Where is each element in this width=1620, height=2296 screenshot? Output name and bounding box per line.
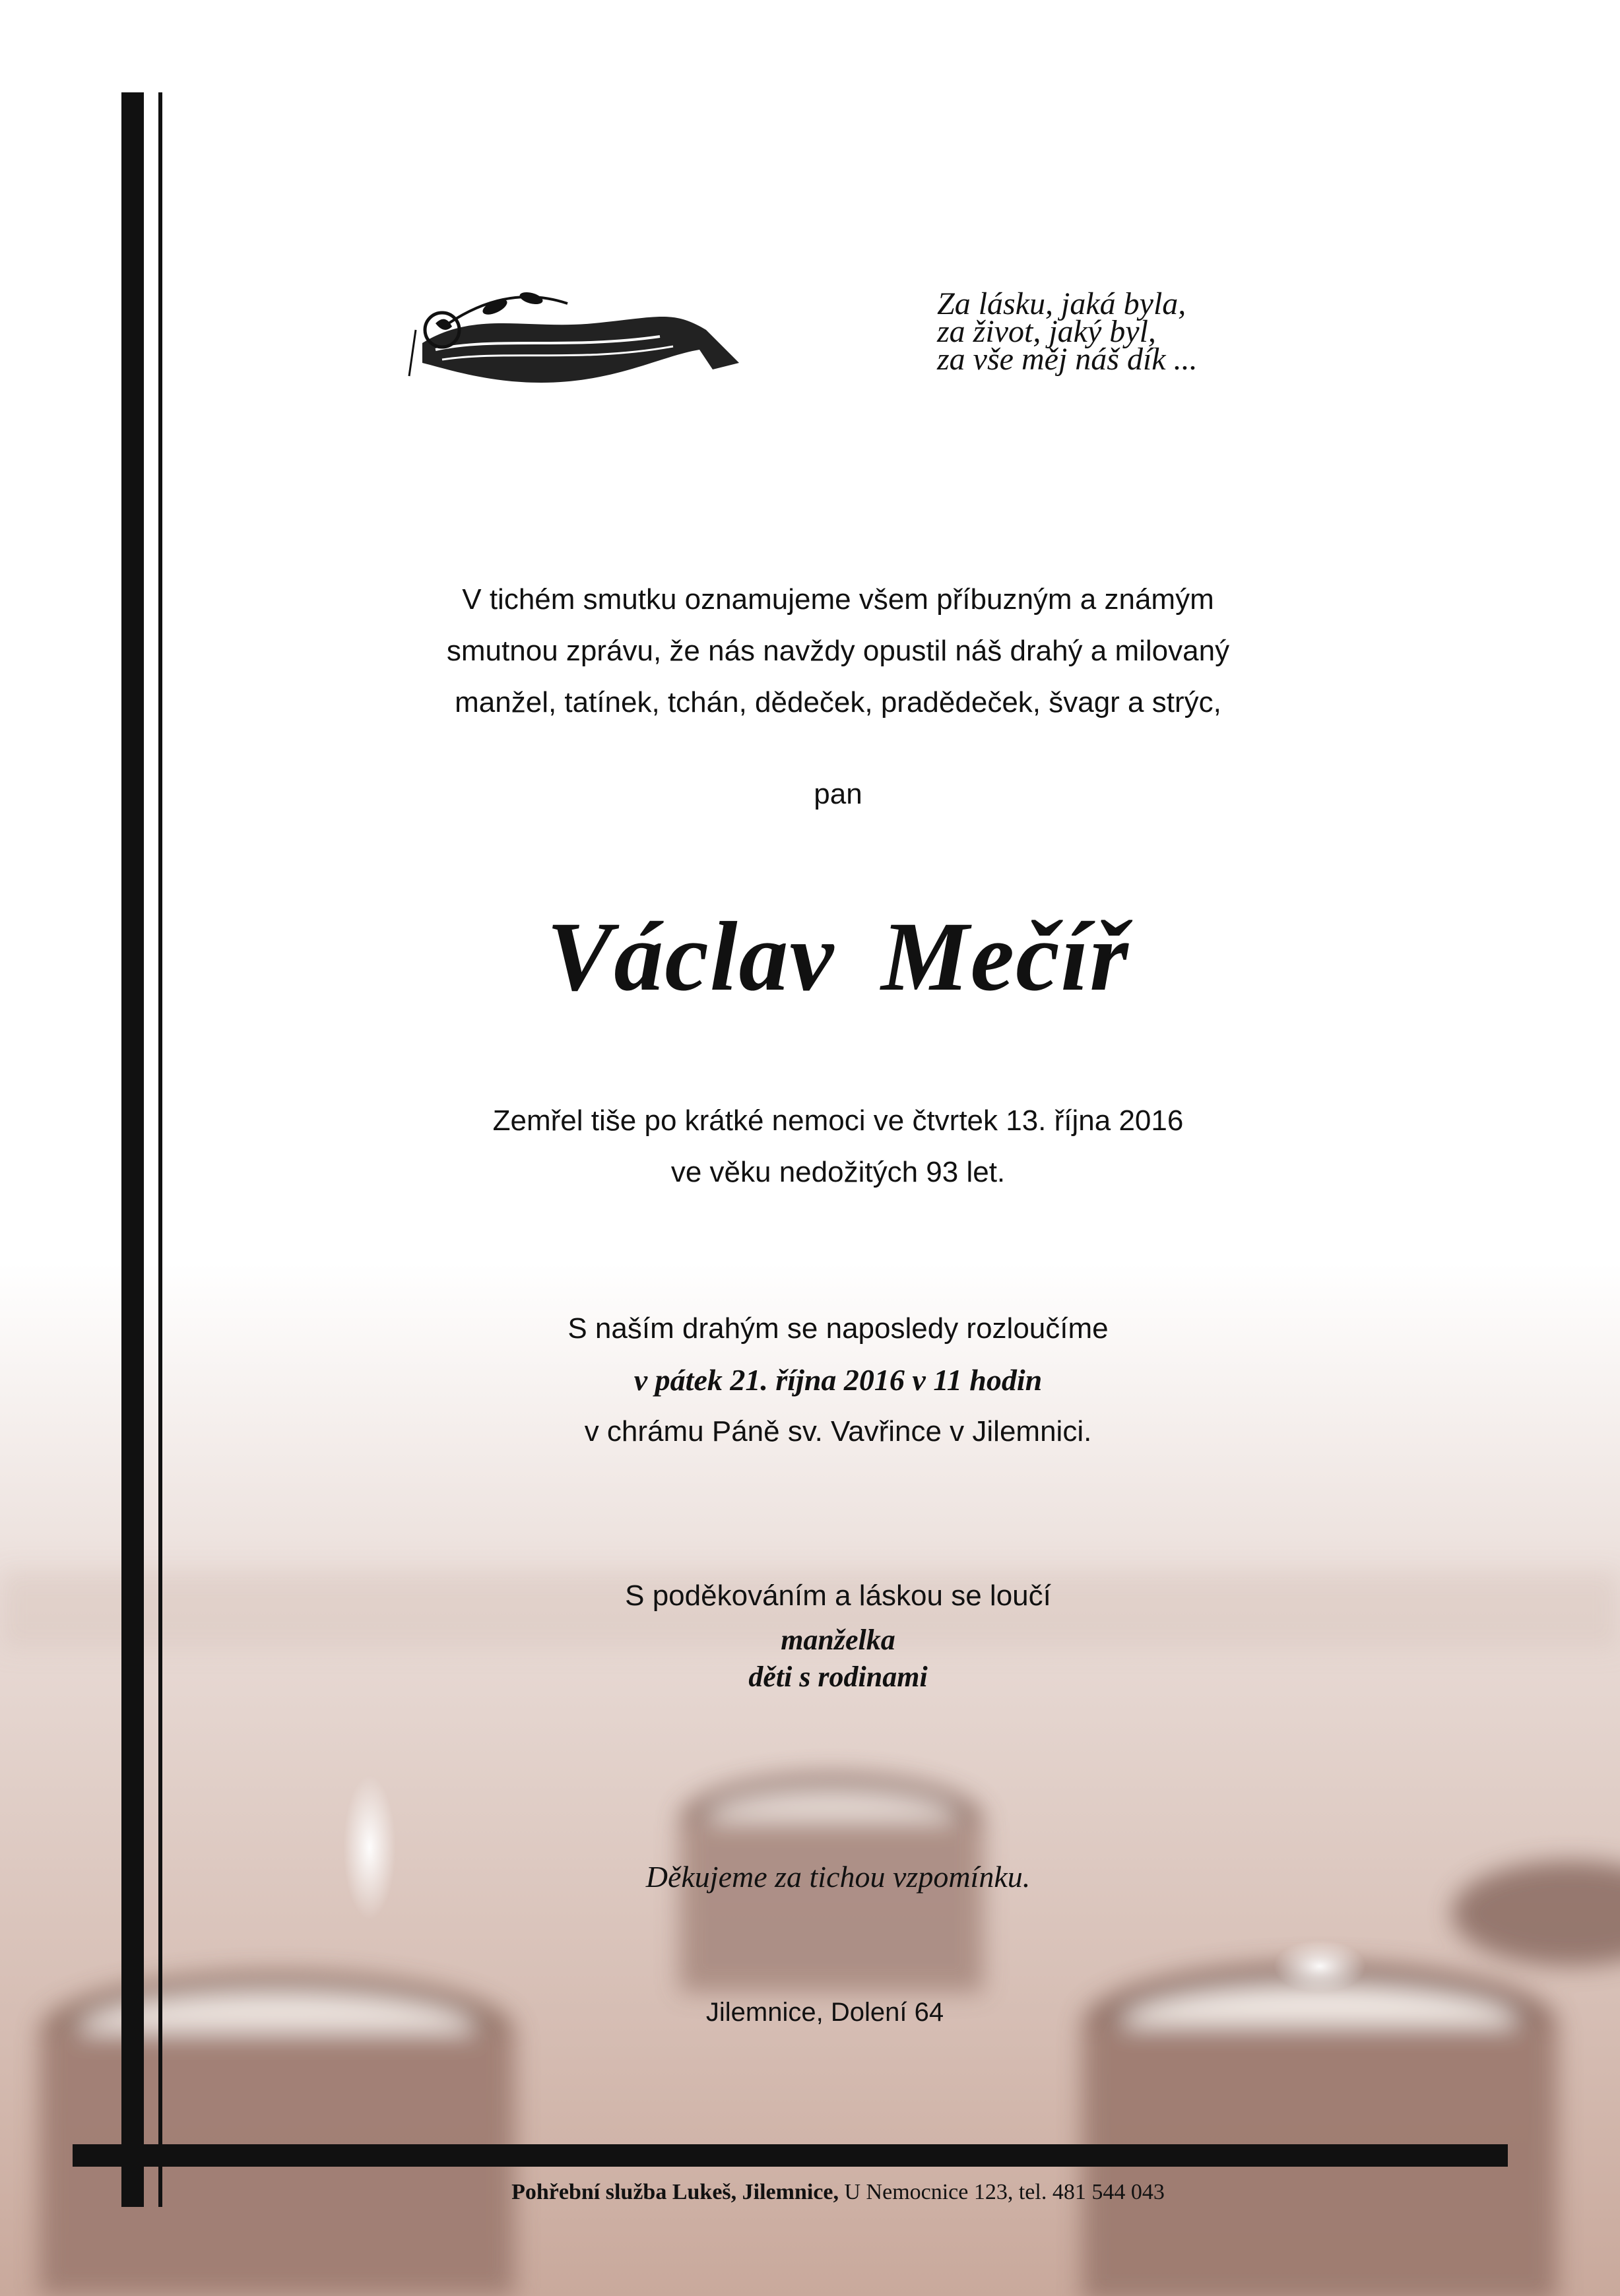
funeral-service-name: Pohřební služba Lukeš, Jilemnice, [511,2180,839,2204]
first-name: Václav [546,902,835,1011]
age-line: ve věku nedožitých 93 let. [670,1156,1006,1188]
funeral-service-contact: U Nemocnice 123, tel. 481 544 043 [839,2180,1165,2204]
left-border-thick [121,92,144,2207]
left-border-thin [158,92,162,2207]
mourner-spouse: manželka [781,1624,895,1656]
death-date-line: Zemřel tiše po krátké nemoci ve čtvrtek 13. října 2016 [492,1104,1184,1137]
funeral-datetime: v pátek 21. října 2016 v 11 hodin [633,1363,1043,1397]
funeral-service-footer [172,2176,1505,2209]
honorific: pan [814,778,862,810]
announcement-line: V tichém smutku oznamujeme všem příbuzným a známým [462,583,1214,616]
farewell-line: S naším drahým se naposledy rozloučíme [567,1312,1109,1345]
announcement-line: manžel, tatínek, tchán, dědeček, pradědeček, švagr a strýc, [455,686,1221,718]
mourners-intro: S poděkováním a láskou se loučí [625,1579,1051,1612]
last-name: Mečíř [881,902,1130,1011]
mourner-children: děti s rodinami [748,1661,928,1693]
motto-line: Za lásku, jaká byla, [937,286,1186,321]
announcement-paragraph [172,574,1505,728]
funeral-location: v chrámu Páně sv. Vavřince v Jilemnici. [584,1415,1092,1448]
motto-line: za vše měj náš dík ... [937,342,1198,377]
motto-verse [937,286,1333,377]
closing-thanks: Děkujeme za tichou vzpomínku. [645,1860,1031,1894]
death-details [172,1095,1505,1198]
funeral-details [172,1303,1505,1457]
rose-ribbon-ornament [396,284,752,396]
family-address: Jilemnice, Dolení 64 [705,1998,944,2027]
announcement-line: smutnou zprávu, že nás navždy opustil náš drahý a milovaný [446,635,1230,667]
bottom-border [73,2144,1508,2167]
mourners-block [172,1570,1505,1696]
motto-line: za život, jaký byl, [937,314,1156,349]
deceased-name [172,904,1505,1009]
